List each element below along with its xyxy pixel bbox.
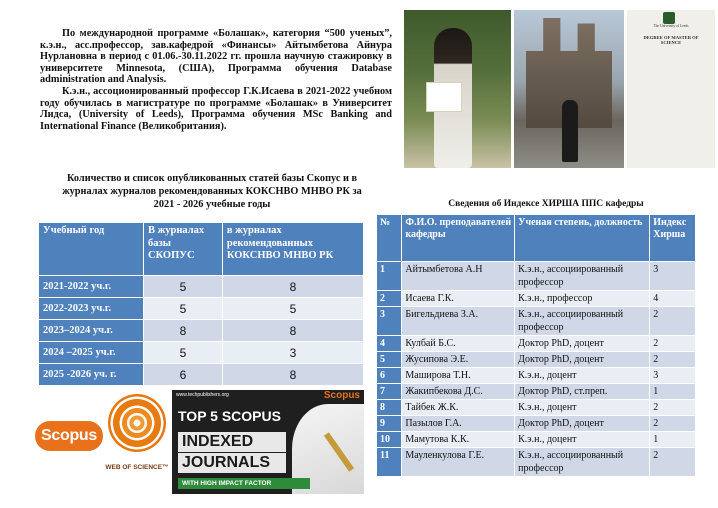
teacher-name: Бигельдиева З.А. [402,307,514,335]
scopus-count: 5 [144,298,222,319]
top5-scopus-banner [172,390,364,494]
row-number: 9 [377,416,401,431]
banner-site: www.techpublishers.org [176,392,229,398]
col-header-year: Учебный год [39,223,143,275]
table-row [377,336,695,351]
year-cell: 2021-2022 уч.г. [39,276,143,297]
photo-diploma [627,10,715,168]
scopus-count: 8 [144,320,222,341]
teacher-degree: Доктор PhD, ст.преп. [515,384,649,399]
teacher-degree: Доктор PhD, доцент [515,336,649,351]
teacher-name: Пазылов Г.А. [402,416,514,431]
hirsch-index: 1 [650,384,695,399]
banner-scopus-tag: Scopus [323,390,360,401]
teacher-name: Айтымбетова А.Н [402,262,514,290]
year-cell: 2025 -2026 уч. г. [39,364,143,385]
row-number: 11 [377,448,401,476]
scopus-count: 5 [144,342,222,363]
table-row [39,320,363,341]
table-row [377,352,695,367]
teacher-degree: К.э.н., ассоциированный профессор [515,307,649,335]
teacher-name: Маширова Т.Н. [402,368,514,383]
row-number: 7 [377,384,401,399]
intro-text [40,28,392,132]
teacher-degree: К.э.н., доцент [515,368,649,383]
diploma-university: The University of Leeds [653,24,689,28]
table-row [39,298,363,319]
diploma-in-hand [426,82,462,112]
col-header-kokson: в журналах рекомендованных КОКСНВО МНВО РК [223,223,363,275]
hirsch-index: 2 [650,336,695,351]
banner-journals: JOURNALS [178,453,286,473]
kokson-count: 3 [223,342,363,363]
hirsch-table [376,214,696,477]
teacher-name: Жакипбекова Д.С. [402,384,514,399]
kokson-count: 8 [223,320,363,341]
crest-icon [663,12,675,24]
kokson-count: 8 [223,364,363,385]
hirsch-index: 3 [650,368,695,383]
row-number: 2 [377,291,401,306]
hirsch-index: 3 [650,262,695,290]
table-row [377,416,695,431]
row-number: 5 [377,352,401,367]
row-number: 4 [377,336,401,351]
table-row [377,368,695,383]
table-row [377,384,695,399]
table-row [377,448,695,476]
row-number: 6 [377,368,401,383]
teacher-name: Мауленкулова Г.Е. [402,448,514,476]
scopus-count: 5 [144,276,222,297]
year-cell: 2022-2023 уч.г. [39,298,143,319]
photo-strip [404,10,716,168]
teacher-name: Тайбек Ж.К. [402,400,514,415]
hirsch-index: 2 [650,448,695,476]
web-of-science-logo [104,394,170,490]
table-row [377,400,695,415]
teacher-name: Мамутова К.К. [402,432,514,447]
col-header-degree: Ученая степень, должность [515,215,649,261]
scopus-heading: Количество и список опубликованных статей базы Скопус и в журналах журналов рекомендованных КОКСНВО МНВО РК за 2021 - 2026 учебные годы [62,173,362,210]
wos-logo-text: WEB OF SCIENCE™ [105,464,169,471]
table-row [39,364,363,385]
hirsch-index: 2 [650,416,695,431]
row-number: 3 [377,307,401,335]
teacher-degree: Доктор PhD, доцент [515,352,649,367]
diploma-text [635,24,707,47]
table-row [377,307,695,335]
table-row [39,342,363,363]
banner-indexed: INDEXED [178,432,286,452]
teacher-name: Кулбай Б.С. [402,336,514,351]
year-cell: 2023–2024 уч.г. [39,320,143,341]
row-number: 8 [377,400,401,415]
wos-burst-icon [108,394,166,452]
photo-diploma-holder [404,10,511,168]
banner-top5: TOP 5 SCOPUS [178,408,281,424]
teacher-degree: Доктор PhD, доцент [515,416,649,431]
col-header-hindex: Индекс Хирша [650,215,695,261]
hirsch-index: 4 [650,291,695,306]
graduate-figure [562,100,578,162]
scopus-count: 6 [144,364,222,385]
scopus-logo [38,392,100,480]
teacher-degree: К.э.н., профессор [515,291,649,306]
col-header-scopus: В журналах базы СКОПУС [144,223,222,275]
table-row [377,432,695,447]
hirsch-index: 2 [650,400,695,415]
row-number: 10 [377,432,401,447]
hirsch-index: 2 [650,352,695,367]
banner-impact: WITH HIGH IMPACT FACTOR [178,478,310,489]
intro-paragraph-1: По международной программе «Болашак», категория “500 ученых”, к.э.н., асс.профессор, зав.кафедрой «Финансы» Айтымбетова Айнура Нурлановна в период с 01.06.-30.11.2022 гг. прошла научную стажировку в университете Minnesota, (США), Программа обучения Database administration and Analysis. [40,28,392,86]
col-header-number: № [377,215,401,261]
row-number: 1 [377,262,401,290]
teacher-degree: К.э.н., ассоциированный профессор [515,262,649,290]
hirsch-heading: Сведения об Индексе ХИРША ППС кафедры [448,199,644,209]
kokson-count: 8 [223,276,363,297]
teacher-name: Исаева Г.К. [402,291,514,306]
table-row [377,262,695,290]
scopus-logo-text: Scopus [35,421,103,451]
hirsch-index: 1 [650,432,695,447]
teacher-degree: К.э.н., доцент [515,432,649,447]
teacher-name: Жусипова Э.Е. [402,352,514,367]
publications-table [38,222,364,386]
table-row [377,291,695,306]
hirsch-index: 2 [650,307,695,335]
diploma-title: DEGREE OF MASTER OF SCIENCE [643,35,699,45]
col-header-name: Ф.И.О. преподавателей кафедры [402,215,514,261]
kokson-count: 5 [223,298,363,319]
teacher-degree: К.э.н., доцент [515,400,649,415]
photo-graduation [514,10,624,168]
year-cell: 2024 –2025 уч.г. [39,342,143,363]
teacher-degree: К.э.н., ассоциированный профессор [515,448,649,476]
intro-paragraph-2: К.э.н., ассоционированный профессор Г.К.Исаева в 2021-2022 учебном году обучилась в магистратуре по программе «Болашак» в Университет Лидса, (University of Leeds), Программа обучения MSc Banking and International Finance (Великобритания). [40,85,392,132]
table-row [39,276,363,297]
